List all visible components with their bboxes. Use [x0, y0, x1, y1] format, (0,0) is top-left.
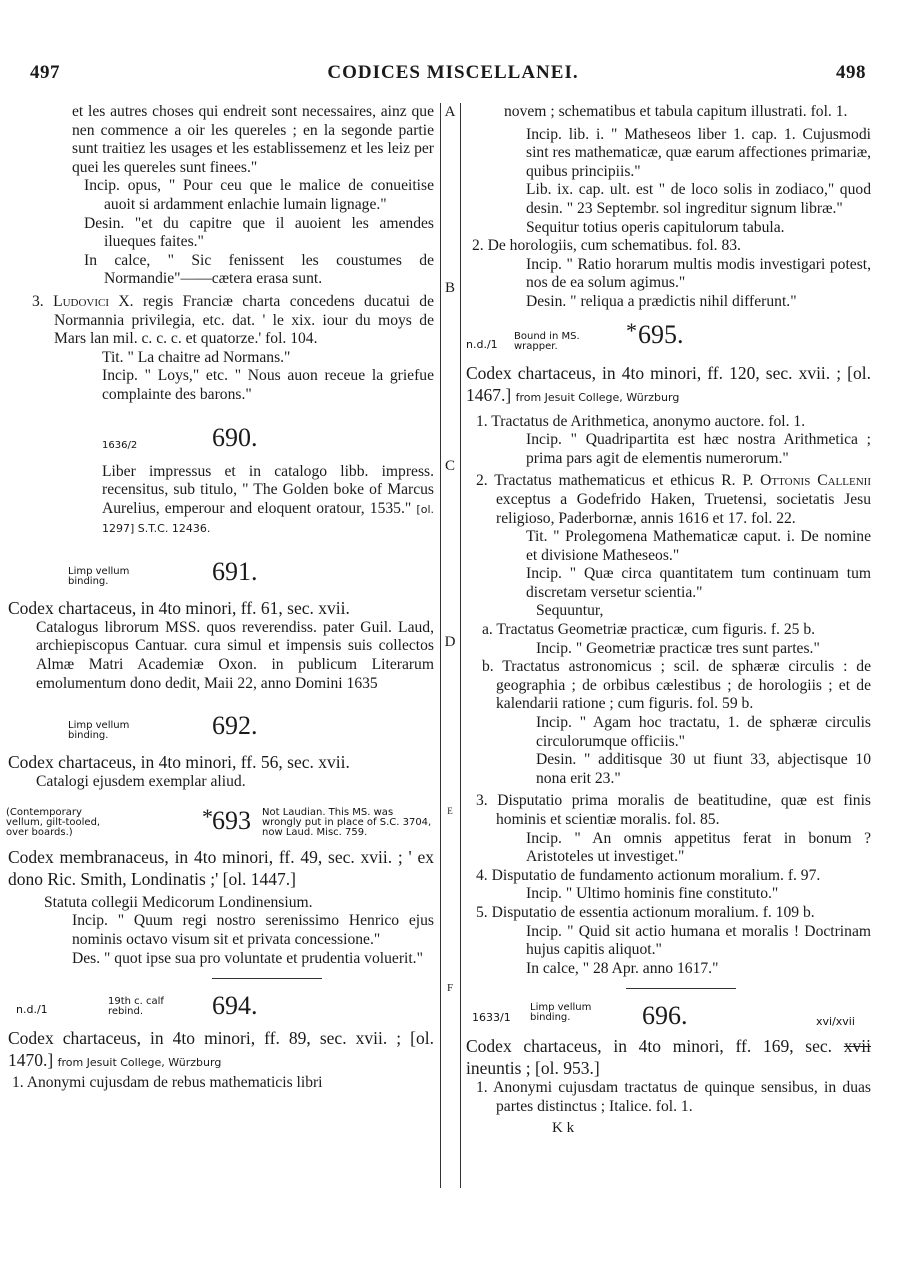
margin-letter-f: F	[446, 982, 454, 994]
entry-number: 692.	[212, 711, 258, 741]
left-column	[6, 103, 434, 1093]
entry-number: 691.	[212, 556, 258, 586]
column-divider	[460, 103, 461, 1188]
item-number: 3.	[32, 292, 44, 310]
incipit: Incip. " Quadripartita est hæc nostra Arithmetica ; prima pars agit de elementis numerorum."	[526, 431, 871, 467]
incipit: Incip. lib. i. " Matheseos liber 1. cap. 1. Cujusmodi sint res mathematicæ, quæ earum affectiones primariæ, quibus principiis."	[526, 125, 871, 180]
entry-text: Catalogi ejusdem exemplar aliud.	[36, 773, 246, 791]
entry-690-text	[32, 463, 434, 539]
list-item: 2. De horologiis, cum schematibus. fol. 83.	[472, 237, 741, 255]
list-item: a. Tractatus Geometriæ practicæ, cum figuris. f. 25 b.	[482, 621, 816, 639]
list-item: 1. Anonymi cujusdam de rebus mathematicis libri	[12, 1074, 323, 1092]
signature-mark: K k	[552, 1119, 575, 1136]
item-3	[32, 293, 434, 349]
entry-text: Liber impressus et in catalogo libb. impress. recensitus, sub titulo, " The Golden boke of Marcus Aurelius, emperour and eloquent oratour, 1535."	[102, 462, 434, 517]
incipit: Incip. " Ratio horarum multis modis investigari potest, nos de ea solum agimus."	[526, 255, 871, 292]
handwritten-note: from Jesuit College, Würzburg	[515, 390, 680, 404]
shelfmark-annotation: n.d./1	[466, 337, 498, 351]
binding-annotation: Limp vellum binding.	[530, 1002, 592, 1024]
entry-696-heading	[466, 997, 871, 1035]
handwritten-note: xvi/xvii	[816, 1015, 855, 1029]
codex-text: ineuntis ; [ol. 953.]	[466, 1058, 600, 1079]
codex-description: Codex membranaceus, in 4to minori, ff. 49, sec. xvii. ; ' ex dono Ric. Smith, Londinatis ;' [ol. 1447.]	[8, 846, 434, 889]
right-column	[466, 103, 871, 1137]
entry-693-heading	[6, 803, 434, 846]
binding-annotation: 19th c. calf rebind.	[108, 996, 164, 1018]
incipit: Incip. " An omnis appetitus ferat in bonum ? Aristoteles ut investiget."	[526, 829, 871, 866]
star-mark: *	[202, 803, 213, 829]
paragraph: Sequitur totius operis capitulorum tabula.	[526, 218, 785, 236]
codex-description: Codex chartaceus, in 4to minori, ff. 61, sec. xvii.	[8, 597, 350, 618]
list-text: 2. Tractatus mathematicus et ethicus R. P.	[476, 472, 761, 490]
entry-text: Statuta collegii Medicorum Londinensium.	[44, 893, 313, 911]
incipit: Incip. " Agam hoc tractatu, 1. de sphæræ circulis circulorumque officiis."	[536, 714, 871, 750]
margin-letter-d: D	[444, 634, 456, 650]
binding-annotation: Limp vellum binding.	[68, 565, 130, 587]
item-text: regis Franciæ charta concedens ducatui de Normannia privilegia, etc. dat. ' le xix. iour du moys de Mars lan mil. c. c. c. et quatorze.' fol. 104.	[54, 292, 434, 348]
entry-694-heading	[16, 987, 434, 1027]
entry-690-heading	[32, 419, 434, 463]
item-incipit: Incip. " Loys," etc. " Nous auon receue la griefue complainte des barons."	[102, 367, 434, 403]
margin-letter-a: A	[444, 104, 456, 120]
entry-number: 695.	[638, 319, 684, 349]
star-mark: *	[626, 317, 637, 343]
section-rule	[212, 978, 322, 979]
incipit: Incip. " Quid sit actio humana et moralis ! Doctrinam hujus capitis aliquot."	[526, 922, 871, 959]
entry-692-heading	[32, 707, 434, 751]
shelfmark-annotation: 1636/2	[102, 439, 138, 451]
entry-text: Catalogus librorum MSS. quos reverendiss. pater Guil. Laud, archiepiscopus Cantuar. cura simul et impensis suis collectos Almæ Matri Academiæ Oxon. in publicum Literarum emolumentum dono dedit, Maii 22, anno Domini 1635	[36, 618, 434, 692]
margin-letter-b: B	[444, 280, 455, 296]
binding-annotation: Limp vellum binding.	[68, 720, 130, 742]
entry-number: 694.	[212, 991, 258, 1021]
entry-incipit: Incip. " Quum regi nostro serenissimo Henrico ejus nominis octavo visum sit et privata concessione."	[72, 912, 434, 949]
page-number-right: 498	[836, 62, 866, 83]
paragraph: novem ; schematibus et tabula capitum illustrati. fol. 1.	[504, 103, 848, 120]
person-name: Ottonis Callenii	[760, 472, 871, 490]
binding-annotation: (Contemporary vellum, gilt-tooled, over boards.)	[6, 806, 101, 838]
list-item: b. Tractatus astronomicus ; scil. de sphæræ circulis : de geographia ; de orbibus cælestibus ; de horologiis ; et de kalendarii ratione ; cum figuris. fol. 59 b.	[482, 658, 871, 713]
in-calce: In calce, " 28 Apr. anno 1617."	[526, 959, 719, 977]
section-rule	[626, 988, 736, 989]
desinit: Desin. " additisque 30 ut fiunt 33, abjectisque 10 nona erit 23."	[536, 751, 871, 787]
incipit: Incip. opus, " Pour ceu que le malice de conueitise auoit si ardamment enlachie lumain lignage."	[84, 177, 434, 213]
paragraph: et les autres choses qui endreit sont necessaires, ainz que nen commence a oir les quereles ; en la segonde partie sunt traitiez les usages et les establissemenz et les leiz per quei les quereles sunt finees."	[72, 103, 434, 176]
list-item: 5. Disputatio de essentia actionum moralium. f. 109 b.	[476, 903, 815, 921]
codex-text: Codex chartaceus, in 4to minori, ff. 89, sec. xvii. ; [ol. 1470.]	[8, 1028, 434, 1071]
codex-text: Codex chartaceus, in 4to minori, ff. 169, sec.	[466, 1036, 844, 1057]
column-divider	[440, 103, 441, 1188]
shelfmark-annotation: n.d./1	[16, 1003, 48, 1017]
handwritten-note: Not Laudian. This MS. was wrongly put in place of S.C. 3704, now Laud. Misc. 759.	[262, 806, 432, 838]
codex-description	[466, 362, 871, 409]
margin-letter-c: C	[444, 458, 455, 474]
list-text: exceptus a Godefrido Haken, Truetensi, societatis Jesu religioso, Paderbornæ, annis 1616 et 17. fol. 22.	[496, 490, 871, 527]
shelfmark-annotation: 1633/1	[472, 1011, 511, 1025]
paragraph: Lib. ix. cap. ult. est " de loco solis in zodiaco," quod desin. " 23 Septembr. sol ingreditur signum libræ."	[526, 181, 871, 217]
in-calce: In calce, " Sic fenissent les coustumes de Normandie"——cætera erasa sunt.	[84, 251, 434, 288]
entry-695-heading	[466, 317, 871, 362]
list-item: 1. Tractatus de Arithmetica, anonymo auctore. fol. 1.	[476, 412, 806, 430]
entry-691-heading	[32, 553, 434, 597]
list-item: 1. Anonymi cujusdam tractatus de quinque sensibus, in duas partes distinctus ; Italice. fol. 1.	[476, 1079, 871, 1115]
codex-description: Codex chartaceus, in 4to minori, ff. 56, sec. xvii.	[8, 752, 350, 773]
handwritten-note: [ol. 1297] S.T.C. 12436.	[102, 502, 434, 536]
desinit: Desin. " reliqua a prædictis nihil differunt."	[526, 292, 797, 310]
list-item	[466, 472, 871, 528]
desinit: Desin. "et du capitre que il auoient les amendes ilueques faites."	[84, 214, 434, 251]
entry-number: 690.	[212, 422, 258, 452]
title: Tit. " Prolegomena Mathematicæ caput. i. De nomine et divisione Matheseos."	[526, 528, 871, 564]
codex-text: Codex chartaceus, in 4to minori, ff. 120, sec. xvii. ; [ol. 1467.]	[466, 362, 871, 405]
entry-number: 693	[212, 805, 251, 835]
page-number-left: 497	[30, 62, 60, 83]
codex-description	[466, 1035, 871, 1079]
incipit: Incip. " Ultimo hominis fine constituto."	[526, 885, 779, 903]
incipit: Incip. " Quæ circa quantitatem tum continuam tum discretam versetur scientia."	[526, 565, 871, 601]
incipit: Incip. " Geometriæ practicæ tres sunt partes."	[536, 639, 820, 657]
paragraph: Sequuntur,	[536, 602, 604, 620]
struck-text: xvii	[843, 1036, 871, 1057]
entry-desinit: Des. " quot ipse sua pro voluntate et prudentia voluerit."	[72, 949, 423, 967]
item-title: Tit. " La chaitre ad Normans."	[102, 348, 291, 366]
running-title: CODICES MISCELLANEI.	[327, 62, 579, 83]
list-item: 4. Disputatio de fundamento actionum moralium. f. 97.	[476, 866, 821, 884]
margin-letter-e: E	[447, 806, 453, 816]
binding-annotation: Bound in MS. wrapper.	[514, 330, 580, 352]
handwritten-note: from Jesuit College, Würzburg	[57, 1056, 222, 1070]
list-item: 3. Disputatio prima moralis de beatitudine, quæ est finis hominis et scientiæ moralis. fol. 85.	[476, 792, 871, 828]
codex-description	[8, 1027, 434, 1074]
entry-number: 696.	[642, 1001, 688, 1031]
person-name: Ludovici X.	[53, 292, 134, 310]
